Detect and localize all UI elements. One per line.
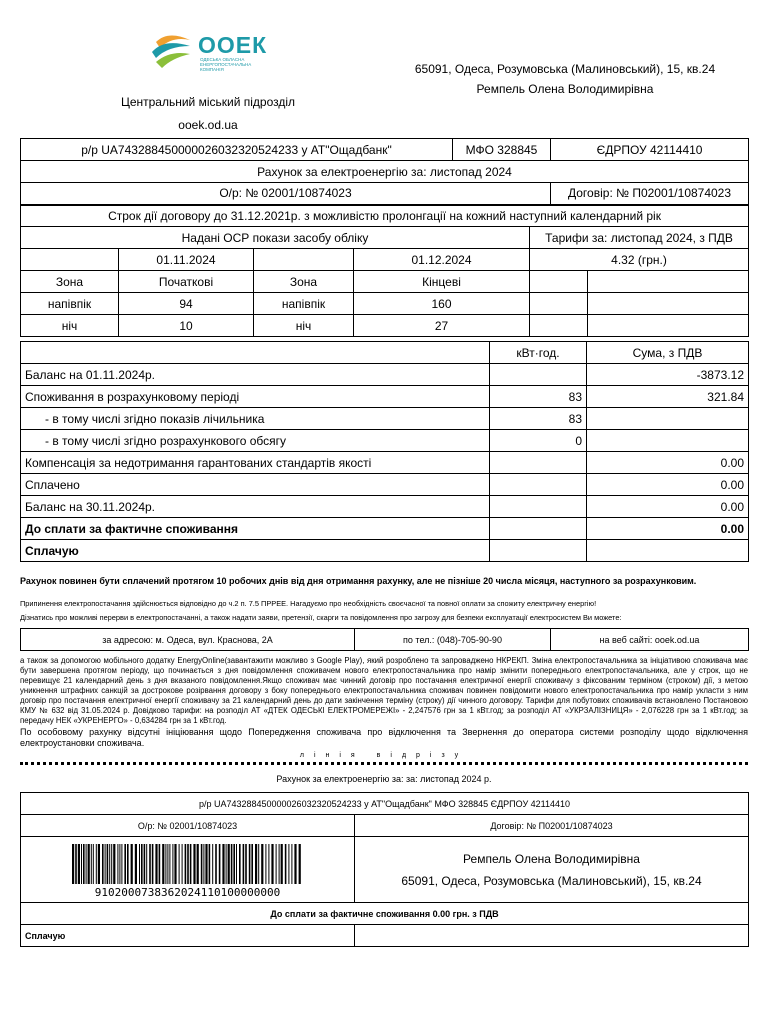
customer-address: 65091, Одеса, Розумовська (Малиновський), 15, кв.24 [414,62,716,76]
summary-kwh [490,474,587,496]
summary-kwh [490,518,587,540]
reading-zone: ніч [21,315,119,337]
customer-name: Ремпель Олена Володимирівна [476,82,654,96]
col-zone: Зона [254,271,354,293]
summary-kwh [490,540,587,562]
summary-kwh: 83 [490,408,587,430]
reading-initial: 10 [119,315,254,337]
barcode [72,844,304,884]
bill-title: Рахунок за електроенергію за: листопад 2024 [21,161,749,183]
col-zone: Зона [21,271,119,293]
col-sum: Сума, з ПДВ [587,342,749,364]
disconnection-notice: По особовому рахунку відсутні ініціювання щодо Попередження споживача про відключення та Звернення до оператора системи розподілу щодо відключення електроустановки споживача. [20,727,748,748]
tariff-title: Тарифи за: листопад 2024, з ПДВ [530,227,749,249]
summary-label: Баланс на 01.11.2024р. [21,364,490,386]
contact-address: за адресою: м. Одеса, вул. Краснова, 2А [21,629,355,651]
division-name: Центральний міський підрозділ [120,95,296,109]
logo-subtitle: ОДЕСЬКА ОБЛАСНА ЕНЕРГОПОСТАЧАЛЬНА КОМПАНІЯ [200,57,252,72]
summary-label: Споживання в розрахунковому періоді [21,386,490,408]
reading-zone: напівпік [254,293,354,315]
col-initial: Початкові [119,271,254,293]
reading-zone: ніч [254,315,354,337]
summary-row [21,518,749,540]
summary-row [21,474,749,496]
summary-row [21,408,749,430]
summary-kwh [490,496,587,518]
summary-label: Компенсація за недотримання гарантованих стандартів якості [21,452,490,474]
summary-row [21,496,749,518]
summary-sum: -3873.12 [587,364,749,386]
stub-bank-line: р/р UA743288450000026032320524233 у АТ"Ощадбанк" МФО 328845 ЄДРПОУ 42114410 [21,793,749,815]
bill-header-table [20,138,749,337]
cut-line-label: лінія відрізу [299,752,469,759]
stub-title: Рахунок за електроенергію за: за: листопад 2024 р. [276,774,492,784]
summary-sum: 0.00 [587,518,749,540]
reading-row [21,293,749,315]
summary-label: До сплати за фактичне споживання [21,518,490,540]
summary-kwh [490,452,587,474]
date-start: 01.11.2024 [119,249,254,271]
readings-title: Надані ОСР покази засобу обліку [21,227,530,249]
summary-label: - в тому числі згідно розрахункового обсягу [21,430,490,452]
summary-kwh: 0 [490,430,587,452]
summary-sum: 321.84 [587,386,749,408]
mfo: МФО 328845 [453,139,551,161]
personal-account: О/р: № 02001/10874023 [21,183,551,205]
barcode-number: 9102000738362024110100000000 [94,885,281,899]
stub-personal-account: О/р: № 02001/10874023 [21,815,355,837]
summary-row [21,386,749,408]
summary-sum: 0.00 [587,452,749,474]
payment-stub-table [20,792,749,947]
summary-label: - в тому числі згідно показів лічильника [21,408,490,430]
col-kwh: кВт·год. [490,342,587,364]
date-end: 01.12.2024 [354,249,530,271]
summary-kwh [490,364,587,386]
col-final: Кінцеві [354,271,530,293]
summary-kwh: 83 [490,386,587,408]
termination-notice: Припинення електропостачання здійснюється відповідно до ч.2 п. 7.5 ПРРЕЕ. Нагадуємо про необхідність своєчасної та повної оплати за спожиту електричну енергію! [20,599,597,608]
mobile-app-notice: а також за допомогою мобільного додатку EnergyOnline(завантажити можливо з Google Play), який розроблено та запроваджено НКРЕКП. Зміна електропостачальника за ініціативою споживача має бути завершена протягом періоду, що починається з дня повідомлення споживачем нового електропостачальника про намір змінити попереднього електропостачальника, але у строк, що не перевищує 21 календарний день з дня вказаного повідомлення.Якщо споживач має чинний договір про постачання електричної енергії споживачу з фіксованим терміном (строком) дії, з метою уникнення штрафних санкцій за дострокове розірвання договору з боку попереднього електропостачальника споживач повинен повідомити нового електропостачальника про намір укласти з ним договір про постачання електричної енергії споживачу за 21 календарний день до дати закінчення терміну (строку) дії чинного договору. Тарифи для побутових споживачів встановлено Постановою КМУ № 632 від 31.05.2024 р. Довідково тарифи: на розподіл АТ «ДТЕК ОДЕСЬКІ ЕЛЕКТРОМЕРЕЖІ» - 2,247576 грн за 1 кВт.год; за розподіл АТ «УКРЗАЛІЗНИЦЯ» - 2,076228 грн за 1 кВт.год; за передачу НЕК «УКРЕНЕРГО» - 0,634284 грн за 1 кВт.год. [20,656,748,725]
cut-line [20,762,748,765]
contract-number: Договір: № П02001/10874023 [551,183,749,205]
summary-sum [587,408,749,430]
summary-row [21,364,749,386]
stub-contract: Договір: № П02001/10874023 [355,815,749,837]
contacts-table [20,628,749,651]
contact-phone[interactable]: по тел.: (048)-705-90-90 [355,629,551,651]
summary-sum: 0.00 [587,496,749,518]
contact-website[interactable]: на веб сайті: ooek.od.ua [551,629,749,651]
stub-amount-due: До сплати за фактичне споживання 0.00 грн. з ПДВ [21,903,749,925]
summary-label: Сплачено [21,474,490,496]
reading-zone: напівпік [21,293,119,315]
outages-notice: Дізнатись про можливі перерви в електропостачанні, а також надати заяви, претензії, скарги та повідомлення про загрозу для безпеки експлуатації електросистем Ви можете: [20,613,622,622]
bank-account: р/р UA743288450000026032320524233 у АТ"Ощадбанк" [21,139,453,161]
reading-row [21,315,749,337]
reading-final: 160 [354,293,530,315]
summary-row [21,540,749,562]
stub-pay-label: Сплачую [21,925,355,947]
stub-customer-address: 65091, Одеса, Розумовська (Малиновський), 15, кв.24 [401,873,702,888]
payment-due-notice: Рахунок повинен бути сплачений протягом 10 робочих днів від дня отримання рахунку, але не пізніше 20 числа місяця, наступного за розрахунковим. [20,576,697,586]
summary-sum[interactable] [587,540,749,562]
summary-sum: 0.00 [587,474,749,496]
summary-sum [587,430,749,452]
summary-label: Баланс на 30.11.2024р. [21,496,490,518]
summary-row [21,430,749,452]
summary-table [20,341,749,562]
summary-label: Сплачую [21,540,490,562]
contract-term: Строк дії договору до 31.12.2021р. з можливістю пролонгації на кожний наступний календарний рік [21,205,749,227]
edrpou: ЄДРПОУ 42114410 [551,139,749,161]
reading-initial: 94 [119,293,254,315]
tariff-value: 4.32 (грн.) [530,249,749,271]
website-link[interactable]: ooek.od.ua [178,118,238,132]
stub-pay-amount-field[interactable] [355,925,749,947]
stub-customer-name: Ремпель Олена Володимирівна [463,851,640,866]
logo-name: ООЕК [198,32,268,58]
reading-final: 27 [354,315,530,337]
summary-row [21,452,749,474]
